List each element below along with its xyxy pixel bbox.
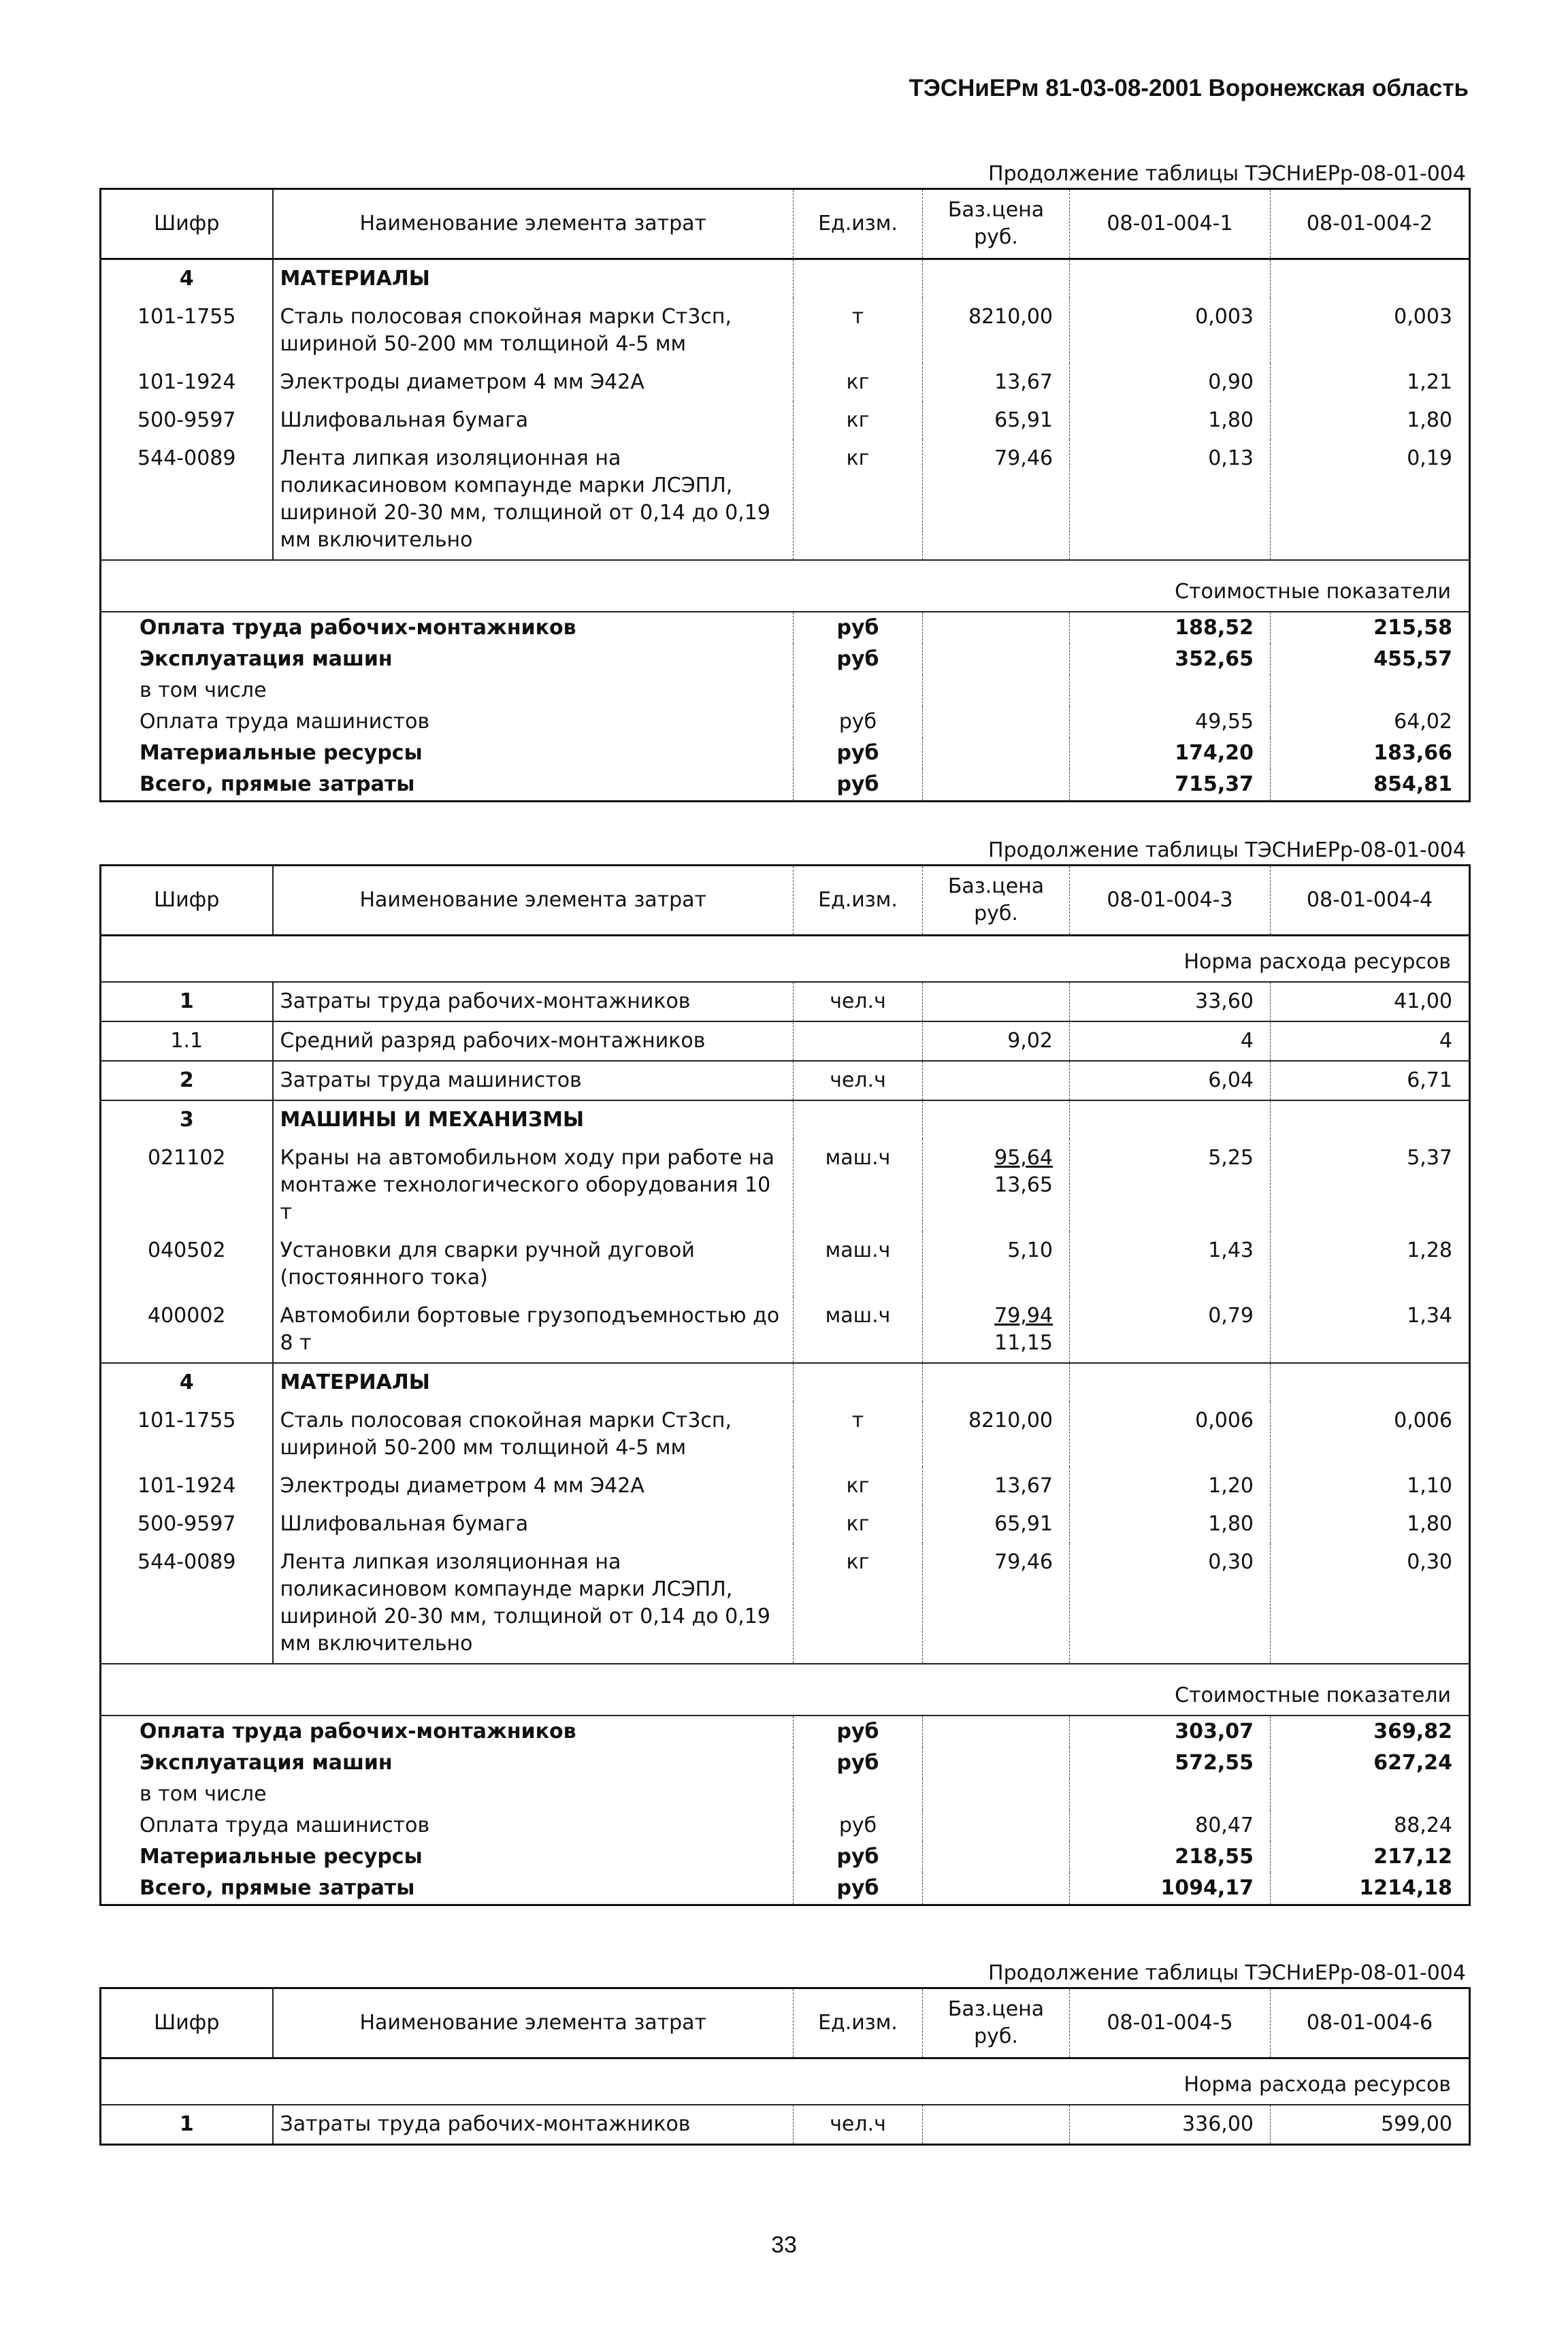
cost-value-2	[1271, 675, 1470, 706]
cost-value-2	[1271, 1779, 1470, 1810]
table-row	[101, 363, 1470, 401]
value-column-2: 0,30	[1271, 1543, 1470, 1664]
value-column-1: 1,43	[1070, 1232, 1271, 1297]
header-column-2: 08-01-004-4	[1271, 866, 1470, 936]
base-price-value: 13,67	[994, 370, 1053, 394]
unit	[794, 1100, 923, 1139]
unit	[794, 1363, 923, 1402]
header-name: Наименование элемента затрат	[273, 866, 794, 936]
norms-table-block-2	[99, 837, 1469, 1906]
table-header-row	[101, 1988, 1470, 2058]
unit: чел.ч	[794, 1061, 923, 1100]
base-price	[923, 1061, 1070, 1100]
header-column-2: 08-01-004-2	[1271, 189, 1470, 259]
unit: т	[794, 1402, 923, 1467]
cost-value-1: 715,37	[1070, 769, 1271, 802]
header-unit: Ед.изм.	[794, 1988, 923, 2058]
value-column-2: 1,21	[1271, 363, 1470, 401]
resource-name: Автомобили бортовые грузоподъемностью до 8 т	[273, 1297, 794, 1363]
table-row	[101, 1139, 1470, 1232]
cost-value-1: 572,55	[1070, 1747, 1271, 1779]
header-unit: Ед.изм.	[794, 866, 923, 936]
table-row	[101, 1467, 1470, 1505]
resource-name: МАТЕРИАЛЫ	[273, 1363, 794, 1402]
section-row	[101, 1100, 1470, 1139]
value-column-1: 1,80	[1070, 1505, 1271, 1543]
cost-empty	[923, 1873, 1070, 1905]
section-row	[101, 1363, 1470, 1402]
resource-code: 4	[101, 1363, 273, 1402]
value-column-1	[1070, 1100, 1271, 1139]
value-column-2: 1,80	[1271, 401, 1470, 440]
header-column-1: 08-01-004-3	[1070, 866, 1271, 936]
cost-value-2: 64,02	[1271, 706, 1470, 738]
base-price-value: 65,91	[994, 408, 1053, 432]
header-base-price: Баз.цена руб.	[923, 866, 1070, 936]
value-column-1: 33,60	[1070, 982, 1271, 1021]
resource-name: Электроды диаметром 4 мм Э42А	[273, 363, 794, 401]
value-column-1: 1,80	[1070, 401, 1271, 440]
cost-empty	[923, 769, 1070, 802]
unit: кг	[794, 1467, 923, 1505]
cost-unit: руб	[794, 1747, 923, 1779]
base-price-value: 9,02	[1007, 1029, 1053, 1053]
base-price	[923, 1100, 1070, 1139]
value-column-2: 0,003	[1271, 298, 1470, 363]
resource-code: 3	[101, 1100, 273, 1139]
norms-table	[99, 864, 1471, 1906]
cost-row	[101, 1747, 1470, 1779]
resource-name: Шлифовальная бумага	[273, 401, 794, 440]
value-column-1: 6,04	[1070, 1061, 1271, 1100]
resource-name: Краны на автомобильном ходу при работе на монтаже технологического оборудования 10 т	[273, 1139, 794, 1232]
value-column-2: 1,28	[1271, 1232, 1470, 1297]
header-column-2: 08-01-004-6	[1271, 1988, 1470, 2058]
base-price	[923, 1139, 1070, 1232]
table-caption: Продолжение таблицы ТЭСНиЕРр-08-01-004	[988, 1961, 1466, 1985]
resource-code: 101-1755	[137, 305, 236, 329]
resource-code: 040502	[147, 1238, 226, 1262]
cost-name: Материальные ресурсы	[140, 741, 423, 765]
resource-name: Затраты труда рабочих-монтажников	[273, 2105, 794, 2145]
cost-row	[101, 1716, 1470, 1747]
base-price-sub-value: 11,15	[994, 1331, 1053, 1355]
norm-label-row	[101, 936, 1470, 983]
value-column-1: 0,79	[1070, 1297, 1271, 1363]
norm-label-row	[101, 2058, 1470, 2105]
cost-unit	[794, 1779, 923, 1810]
table-row	[101, 1543, 1470, 1664]
cost-empty	[923, 706, 1070, 738]
value-column-1: 4	[1070, 1021, 1271, 1061]
base-price	[923, 1297, 1070, 1363]
base-price-value: 5,10	[1007, 1238, 1053, 1262]
base-price	[923, 1021, 1070, 1061]
cost-value-2: 183,66	[1271, 738, 1470, 769]
cost-empty	[923, 644, 1070, 675]
cost-row	[101, 1841, 1470, 1873]
cost-label: Стоимостные показатели	[101, 560, 1470, 612]
value-column-2: 5,37	[1271, 1139, 1470, 1232]
header-code: Шифр	[101, 1988, 273, 2058]
base-price-value: 8210,00	[968, 1409, 1053, 1432]
base-price-value: 13,67	[994, 1474, 1053, 1498]
unit: кг	[794, 440, 923, 560]
header-column-1: 08-01-004-1	[1070, 189, 1271, 259]
value-column-2: 4	[1271, 1021, 1470, 1061]
cost-row	[101, 675, 1470, 706]
resource-code: 2	[101, 1061, 273, 1100]
resource-code: 4	[179, 267, 194, 291]
page-number: 33	[771, 2232, 797, 2258]
resource-code: 500-9597	[137, 408, 236, 432]
cost-row	[101, 1779, 1470, 1810]
cost-value-2: 215,58	[1271, 612, 1470, 644]
table-row	[101, 1402, 1470, 1467]
table-row	[101, 2105, 1470, 2145]
value-column-2: 1,34	[1271, 1297, 1470, 1363]
value-column-1: 1,20	[1070, 1467, 1271, 1505]
cost-label-row	[101, 560, 1470, 612]
cost-value-2: 627,24	[1271, 1747, 1470, 1779]
base-price	[923, 1467, 1070, 1505]
value-column-1: 5,25	[1070, 1139, 1271, 1232]
table-row	[101, 298, 1470, 363]
cost-row	[101, 706, 1470, 738]
base-price	[923, 259, 1070, 299]
document-header: ТЭСНиЕРм 81-03-08-2001 Воронежская область	[909, 75, 1469, 101]
cost-name: Оплата труда рабочих-монтажников	[101, 1716, 794, 1747]
cost-value-2: 369,82	[1271, 1716, 1470, 1747]
base-price	[923, 401, 1070, 440]
base-price	[923, 1402, 1070, 1467]
value-column-1: 0,003	[1070, 298, 1271, 363]
resource-name: Сталь полосовая спокойная марки Ст3сп, шириной 50-200 мм толщиной 4-5 мм	[273, 298, 794, 363]
value-column-1	[1070, 259, 1271, 299]
cost-name: Эксплуатация машин	[140, 647, 393, 671]
cost-name: Всего, прямые затраты	[140, 1876, 415, 1900]
norms-table	[99, 1987, 1471, 2146]
cost-row	[101, 612, 1470, 644]
value-column-1	[1070, 1363, 1271, 1402]
base-price-value: 79,94	[994, 1304, 1053, 1328]
norm-label: Норма расхода ресурсов	[101, 936, 1470, 983]
resource-code: 101-1924	[137, 370, 236, 394]
cost-value-2: 455,57	[1271, 644, 1470, 675]
norms-table	[99, 188, 1471, 802]
cost-unit: руб	[794, 1716, 923, 1747]
table-row	[101, 1297, 1470, 1363]
unit: кг	[794, 1505, 923, 1543]
unit: чел.ч	[794, 982, 923, 1021]
cost-value-1	[1070, 675, 1271, 706]
header-name: Наименование элемента затрат	[273, 189, 794, 259]
unit	[794, 1021, 923, 1061]
unit	[794, 259, 923, 299]
value-column-2: 1,10	[1271, 1467, 1470, 1505]
table-row	[101, 401, 1470, 440]
resource-name: Шлифовальная бумага	[273, 1505, 794, 1543]
cost-label-row	[101, 1664, 1470, 1716]
base-price	[923, 298, 1070, 363]
value-column-2: 0,006	[1271, 1402, 1470, 1467]
value-column-2	[1271, 1100, 1470, 1139]
value-column-2: 0,19	[1271, 440, 1470, 560]
value-column-2: 6,71	[1271, 1061, 1470, 1100]
resource-name: Сталь полосовая спокойная марки Ст3сп, шириной 50-200 мм толщиной 4-5 мм	[273, 1402, 794, 1467]
cost-unit: руб	[794, 1810, 923, 1841]
cost-name: Всего, прямые затраты	[140, 772, 415, 796]
unit: маш.ч	[794, 1232, 923, 1297]
unit: кг	[794, 363, 923, 401]
table-row	[101, 982, 1470, 1021]
norms-table-block-3	[99, 1960, 1469, 2146]
cost-name: в том числе	[140, 678, 267, 702]
cost-name: Оплата труда рабочих-монтажников	[101, 612, 794, 644]
cost-unit: руб	[794, 1841, 923, 1873]
base-price-value: 8210,00	[968, 305, 1053, 329]
base-price	[923, 982, 1070, 1021]
cost-name: Оплата труда машинистов	[140, 1813, 430, 1837]
cost-unit: руб	[794, 644, 923, 675]
cost-value-1: 218,55	[1070, 1841, 1271, 1873]
resource-code: 400002	[147, 1304, 226, 1328]
table-row	[101, 1505, 1470, 1543]
cost-empty	[923, 1779, 1070, 1810]
cost-value-1: 352,65	[1070, 644, 1271, 675]
cost-name: Эксплуатация машин	[140, 1751, 393, 1775]
cost-unit: руб	[794, 769, 923, 802]
header-base-price: Баз.цена руб.	[923, 1988, 1070, 2058]
value-column-1: 0,90	[1070, 363, 1271, 401]
cost-empty	[923, 1810, 1070, 1841]
resource-name: Электроды диаметром 4 мм Э42А	[273, 1467, 794, 1505]
resource-code: 1	[101, 2105, 273, 2145]
cost-empty	[923, 1747, 1070, 1779]
cost-value-1: 49,55	[1070, 706, 1271, 738]
value-column-1: 0,30	[1070, 1543, 1271, 1664]
table-caption: Продолжение таблицы ТЭСНиЕРр-08-01-004	[988, 162, 1466, 186]
base-price	[923, 1232, 1070, 1297]
unit: чел.ч	[794, 2105, 923, 2145]
resource-code: 500-9597	[137, 1512, 236, 1536]
section-row	[101, 259, 1470, 299]
table-row	[101, 440, 1470, 560]
cost-row	[101, 1873, 1470, 1905]
value-column-1: 0,006	[1070, 1402, 1271, 1467]
resource-name: Установки для сварки ручной дуговой (постоянного тока)	[273, 1232, 794, 1297]
cost-value-1: 303,07	[1070, 1716, 1271, 1747]
cost-row	[101, 644, 1470, 675]
resource-name: Затраты труда машинистов	[273, 1061, 794, 1100]
cost-empty	[923, 1841, 1070, 1873]
base-price-value: 95,64	[994, 1146, 1053, 1170]
resource-name: МАШИНЫ И МЕХАНИЗМЫ	[273, 1100, 794, 1139]
header-name: Наименование элемента затрат	[273, 1988, 794, 2058]
cost-value-2: 1214,18	[1271, 1873, 1470, 1905]
value-column-2: 41,00	[1271, 982, 1470, 1021]
cost-row	[101, 738, 1470, 769]
table-header-row	[101, 189, 1470, 259]
cost-value-2: 854,81	[1271, 769, 1470, 802]
base-price	[923, 440, 1070, 560]
cost-value-1: 174,20	[1070, 738, 1271, 769]
cost-value-2: 88,24	[1271, 1810, 1470, 1841]
table-header-row	[101, 866, 1470, 936]
cost-empty	[923, 738, 1070, 769]
cost-unit	[794, 675, 923, 706]
resource-code: 1.1	[101, 1021, 273, 1061]
header-base-price: Баз.цена руб.	[923, 189, 1070, 259]
cost-name: Материальные ресурсы	[140, 1845, 423, 1869]
base-price	[923, 1505, 1070, 1543]
norm-label: Норма расхода ресурсов	[101, 2058, 1470, 2105]
resource-name: МАТЕРИАЛЫ	[273, 259, 794, 299]
value-column-2: 1,80	[1271, 1505, 1470, 1543]
value-column-1: 0,13	[1070, 440, 1271, 560]
value-column-2	[1271, 259, 1470, 299]
header-column-1: 08-01-004-5	[1070, 1988, 1271, 2058]
resource-code: 021102	[147, 1146, 226, 1170]
unit: кг	[794, 401, 923, 440]
resource-name: Лента липкая изоляционная на поликасиновом компаунде марки ЛСЭПЛ, шириной 20-30 мм, толщиной от 0,14 до 0,19 мм включительно	[273, 440, 794, 560]
resource-name: Затраты труда рабочих-монтажников	[273, 982, 794, 1021]
cost-value-1: 1094,17	[1070, 1873, 1271, 1905]
value-column-1: 336,00	[1070, 2105, 1271, 2145]
base-price	[923, 1543, 1070, 1664]
cost-value-1: 80,47	[1070, 1810, 1271, 1841]
resource-code: 101-1924	[137, 1474, 236, 1498]
table-row	[101, 1061, 1470, 1100]
base-price	[923, 1363, 1070, 1402]
table-row	[101, 1232, 1470, 1297]
unit: маш.ч	[794, 1297, 923, 1363]
base-price-value: 79,46	[994, 446, 1053, 470]
cost-row	[101, 769, 1470, 802]
header-code: Шифр	[101, 866, 273, 936]
cost-unit: руб	[794, 706, 923, 738]
base-price	[923, 363, 1070, 401]
base-price-value: 79,46	[994, 1550, 1053, 1574]
resource-code: 544-0089	[137, 446, 236, 470]
value-column-2: 599,00	[1271, 2105, 1470, 2145]
unit: маш.ч	[794, 1139, 923, 1232]
resource-name: Средний разряд рабочих-монтажников	[273, 1021, 794, 1061]
cost-unit: руб	[794, 1873, 923, 1905]
cost-value-1	[1070, 1779, 1271, 1810]
norms-table-block-1	[99, 161, 1469, 802]
cost-label: Стоимостные показатели	[101, 1664, 1470, 1716]
resource-name: Лента липкая изоляционная на поликасиновом компаунде марки ЛСЭПЛ, шириной 20-30 мм, толщиной от 0,14 до 0,19 мм включительно	[273, 1543, 794, 1664]
value-column-2	[1271, 1363, 1470, 1402]
base-price-sub-value: 13,65	[994, 1173, 1053, 1197]
resource-code: 544-0089	[137, 1550, 236, 1574]
cost-empty	[923, 675, 1070, 706]
header-code: Шифр	[101, 189, 273, 259]
cost-unit: руб	[794, 612, 923, 644]
header-unit: Ед.изм.	[794, 189, 923, 259]
resource-code: 1	[101, 982, 273, 1021]
base-price	[923, 2105, 1070, 2145]
table-caption: Продолжение таблицы ТЭСНиЕРр-08-01-004	[988, 838, 1466, 862]
base-price-value: 65,91	[994, 1512, 1053, 1536]
cost-value-1: 188,52	[1070, 612, 1271, 644]
unit: кг	[794, 1543, 923, 1664]
cost-value-2: 217,12	[1271, 1841, 1470, 1873]
cost-unit: руб	[794, 738, 923, 769]
cost-row	[101, 1810, 1470, 1841]
table-row	[101, 1021, 1470, 1061]
cost-empty	[923, 612, 1070, 644]
resource-code: 101-1755	[137, 1409, 236, 1432]
cost-name: в том числе	[140, 1782, 267, 1806]
cost-empty	[923, 1716, 1070, 1747]
unit: т	[794, 298, 923, 363]
cost-name: Оплата труда машинистов	[140, 710, 430, 734]
